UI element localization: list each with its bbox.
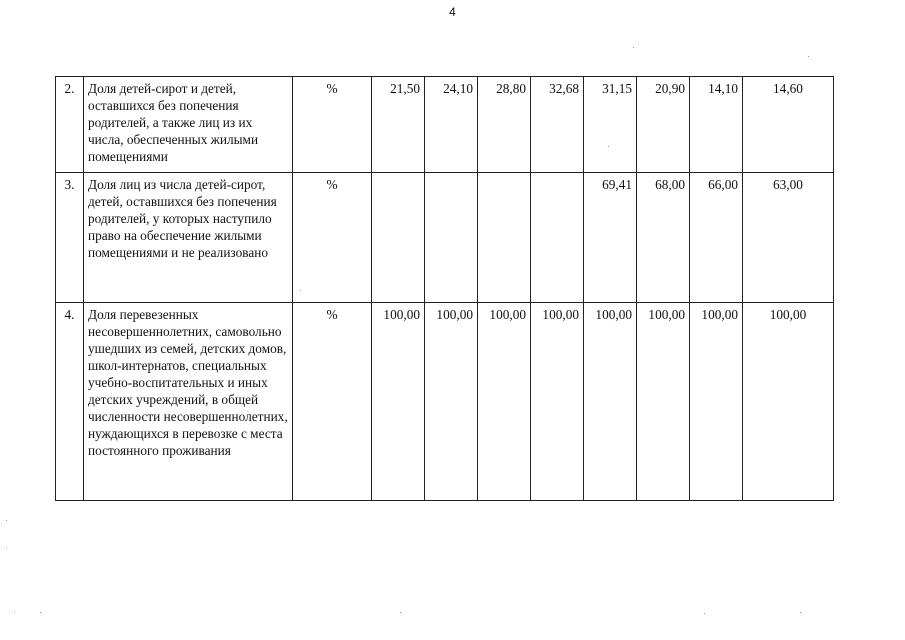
value-cell: 100,00 <box>372 303 425 501</box>
scan-speck <box>800 612 801 613</box>
value-cell-last: 63,00 <box>743 173 834 303</box>
value-cell: 21,50 <box>372 77 425 173</box>
row-number: 3. <box>56 173 84 303</box>
value-cell: 31,15 <box>584 77 637 173</box>
row-unit: % <box>293 303 372 501</box>
value-cell: 68,00 <box>637 173 690 303</box>
value-cell: 100,00 <box>584 303 637 501</box>
scan-speck <box>633 47 634 48</box>
row-unit: % <box>293 77 372 173</box>
table-row <box>56 77 834 173</box>
value-cell <box>425 173 478 303</box>
value-cell: 66,00 <box>690 173 743 303</box>
row-description: Доля лиц из числа детей-сирот, детей, оставшихся без попечения родителей, у которых наступило право на обеспечение жилыми помещениями и не реализовано <box>84 173 293 303</box>
scan-speck <box>608 146 609 147</box>
value-cell <box>531 173 584 303</box>
scan-speck <box>6 548 7 549</box>
indicators-table <box>55 76 834 501</box>
scan-speck <box>6 520 7 521</box>
value-cell: 32,68 <box>531 77 584 173</box>
page-number: 4 <box>449 5 456 19</box>
scan-speck <box>300 290 301 291</box>
value-cell <box>372 173 425 303</box>
scan-speck <box>40 612 41 613</box>
row-number: 2. <box>56 77 84 173</box>
value-cell-last: 14,60 <box>743 77 834 173</box>
value-cell: 100,00 <box>690 303 743 501</box>
value-cell <box>478 173 531 303</box>
value-cell: 69,41 <box>584 173 637 303</box>
value-cell: 100,00 <box>478 303 531 501</box>
row-number: 4. <box>56 303 84 501</box>
row-description: Доля детей-сирот и детей, оставшихся без попечения родителей, а также лиц из их числа, обеспеченных жилыми помещениями <box>84 77 293 173</box>
value-cell-last: 100,00 <box>743 303 834 501</box>
value-cell: 100,00 <box>637 303 690 501</box>
table-row <box>56 303 834 501</box>
value-cell: 20,90 <box>637 77 690 173</box>
value-cell: 24,10 <box>425 77 478 173</box>
scan-speck <box>14 612 15 613</box>
scan-speck <box>400 612 401 613</box>
scan-speck <box>704 613 705 614</box>
value-cell: 28,80 <box>478 77 531 173</box>
value-cell: 14,10 <box>690 77 743 173</box>
table-row <box>56 173 834 303</box>
value-cell: 100,00 <box>425 303 478 501</box>
row-unit: % <box>293 173 372 303</box>
value-cell: 100,00 <box>531 303 584 501</box>
scan-speck <box>808 56 809 57</box>
row-description: Доля перевезенных несовершеннолетних, самовольно ушедших из семей, детских домов, школ-интернатов, специальных учебно-воспитательных и иных детских учреждений, в общей численности несовершеннолетних, нуждающихся в перевозке с места постоянного проживания <box>84 303 293 501</box>
